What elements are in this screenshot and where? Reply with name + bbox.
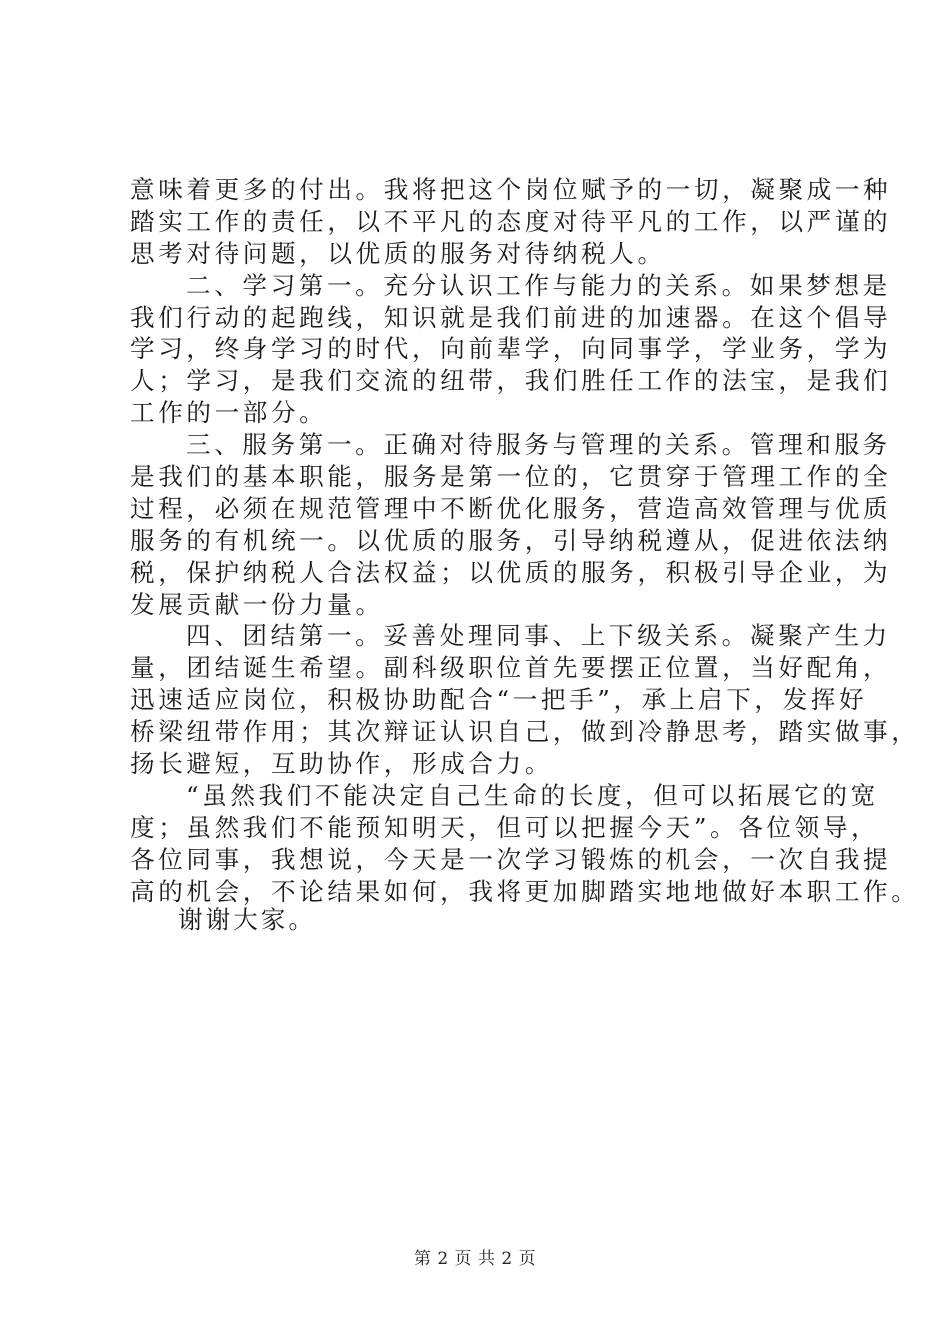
page-footer: 第 2 页 共 2 页 — [413, 1249, 537, 1269]
paragraph-start-line: 二、学习第一。充分认识工作与能力的关系。如果梦想是 — [186, 270, 891, 300]
text-line: 税，保护纳税人合法权益；以优质的服务，积极引导企业，为 — [130, 557, 892, 587]
text-line: 桥梁纽带作用；其次辩证认识自己，做到冷静思考，踏实做事， — [130, 717, 920, 747]
text-line: 迅速适应岗位，积极协助配合“一把手”，承上启下，发挥好 — [130, 685, 868, 715]
paragraph-start-line: 四、团结第一。妥善处理同事、上下级关系。凝聚产生力 — [186, 621, 891, 651]
paragraph-start-line: “虽然我们不能决定自己生命的长度，但可以拓展它的宽 — [186, 780, 879, 810]
text-line: 扬长避短，互助协作，形成合力。 — [130, 749, 553, 779]
text-line: 高的机会，不论结果如何，我将更加脚踏实地地做好本职工作。 — [130, 876, 920, 906]
paragraph-start-line: 三、服务第一。正确对待服务与管理的关系。管理和服务 — [186, 430, 891, 460]
text-line: 工作的一部分。 — [130, 398, 328, 428]
text-line: 各位同事，我想说，今天是一次学习锻炼的机会，一次自我提 — [130, 844, 892, 874]
text-line: 是我们的基本职能，服务是第一位的，它贯穿于管理工作的全 — [130, 462, 892, 492]
text-line: 人；学习，是我们交流的纽带，我们胜任工作的法宝，是我们 — [130, 366, 892, 396]
text-line: 服务的有机统一。以优质的服务，引导纳税遵从，促进依法纳 — [130, 525, 892, 555]
text-line: 发展贡献一份力量。 — [130, 589, 384, 619]
text-line: 学习，终身学习的时代，向前辈学，向同事学，学业务，学为 — [130, 334, 892, 364]
body-text — [130, 174, 920, 907]
text-line: 思考对待问题，以优质的服务对待纳税人。 — [130, 238, 666, 268]
text-line: 意味着更多的付出。我将把这个岗位赋予的一切，凝聚成一种 — [130, 175, 892, 204]
text-line: 踏实工作的责任，以不平凡的态度对待平凡的工作，以严谨的 — [130, 206, 892, 236]
text-line: 过程，必须在规范管理中不断优化服务，营造高效管理与优质 — [130, 493, 892, 523]
closing-remark: 谢谢大家。 — [178, 905, 316, 934]
text-line: 度；虽然我们不能预知明天，但可以把握今天”。各位领导， — [130, 812, 880, 842]
text-line: 我们行动的起跑线，知识就是我们前进的加速器。在这个倡导 — [130, 302, 892, 332]
text-line: 量，团结诞生希望。副科级职位首先要摆正位置，当好配角， — [130, 653, 892, 683]
